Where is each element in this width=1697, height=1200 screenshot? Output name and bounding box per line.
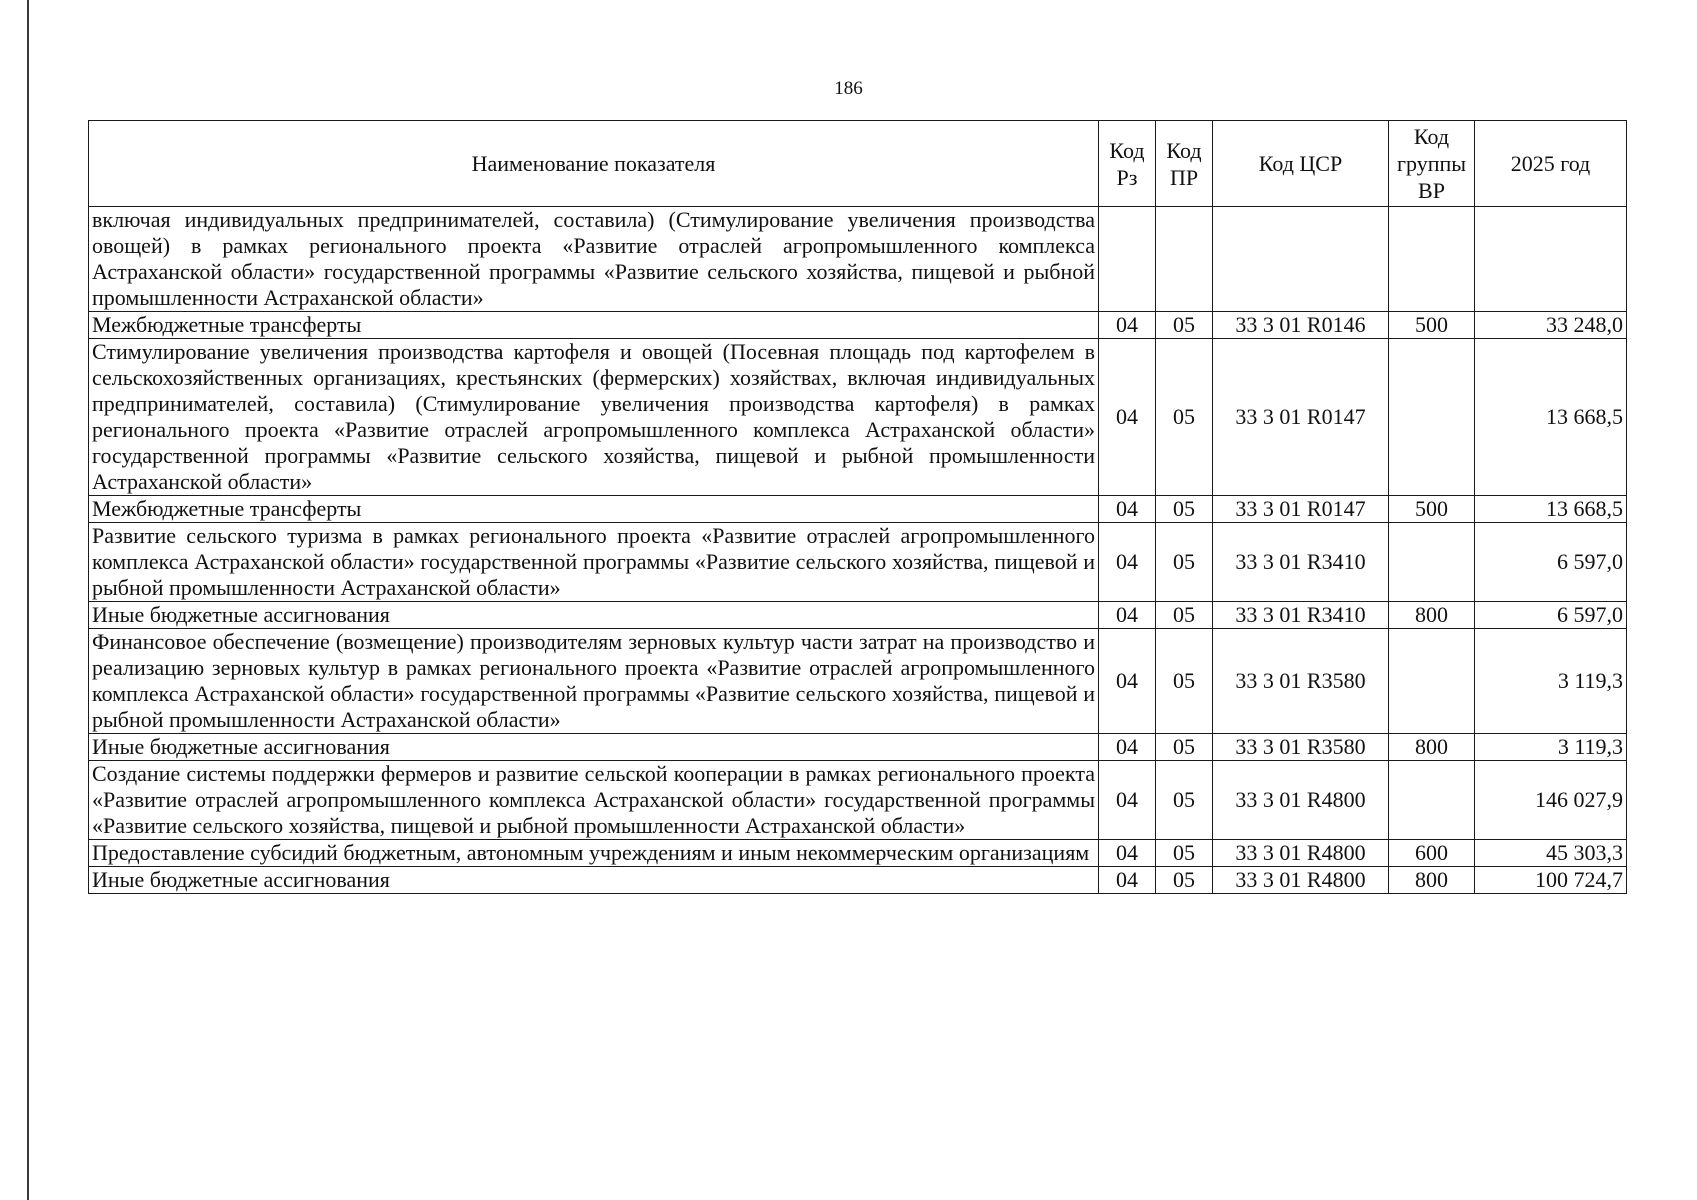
row-amount [1475,207,1627,312]
row-code-vr: 800 [1389,867,1475,894]
header-year-2025: 2025 год [1475,121,1627,207]
row-amount: 13 668,5 [1475,339,1627,496]
row-code-vr: 600 [1389,840,1475,867]
row-code-csr: 33 3 01 R3410 [1213,602,1389,629]
row-code-rz: 04 [1099,629,1156,734]
row-code-pr: 05 [1156,867,1213,894]
table-row [89,602,1627,629]
row-amount: 33 248,0 [1475,312,1627,339]
row-code-rz: 04 [1099,339,1156,496]
row-code-vr: 800 [1389,734,1475,761]
row-code-vr: 500 [1389,312,1475,339]
row-code-pr [1156,207,1213,312]
row-code-pr: 05 [1156,840,1213,867]
row-code-rz: 04 [1099,602,1156,629]
row-name: Развитие сельского туризма в рамках регионального проекта «Развитие отраслей агропромышленного комплекса Астраханской области» государственной программы «Развитие сельского хозяйства, пищевой и рыбной промышленности Астраханской области» [89,523,1099,602]
row-code-rz: 04 [1099,761,1156,840]
row-code-csr: 33 3 01 R0147 [1213,339,1389,496]
row-code-pr: 05 [1156,629,1213,734]
row-code-vr: 800 [1389,602,1475,629]
row-amount: 3 119,3 [1475,734,1627,761]
row-code-pr: 05 [1156,496,1213,523]
table-row [89,312,1627,339]
row-code-pr: 05 [1156,761,1213,840]
row-name: Межбюджетные трансферты [89,496,1099,523]
row-name: Иные бюджетные ассигнования [89,734,1099,761]
row-code-csr: 33 3 01 R3580 [1213,629,1389,734]
row-code-csr: 33 3 01 R4800 [1213,840,1389,867]
row-code-rz [1099,207,1156,312]
row-amount: 3 119,3 [1475,629,1627,734]
row-name: Иные бюджетные ассигнования [89,602,1099,629]
budget-table [88,120,1627,894]
header-code-csr: Код ЦСР [1213,121,1389,207]
table-row [89,867,1627,894]
row-code-vr [1389,339,1475,496]
row-code-pr: 05 [1156,523,1213,602]
row-code-rz: 04 [1099,840,1156,867]
table-row [89,840,1627,867]
row-name: включая индивидуальных предпринимателей, составила) (Стимулирование увеличения производства овощей) в рамках регионального проекта «Развитие отраслей агропромышленного комплекса Астраханской области» государственной программы «Развитие сельского хозяйства, пищевой и рыбной промышленности Астраханской области» [89,207,1099,312]
row-code-pr: 05 [1156,312,1213,339]
row-name: Финансовое обеспечение (возмещение) производителям зерновых культур части затрат на производство и реализацию зерновых культур в рамках регионального проекта «Развитие отраслей агропромышленного комплекса Астраханской области» государственной программы «Развитие сельского хозяйства, пищевой и рыбной промышленности Астраханской области» [89,629,1099,734]
row-amount: 6 597,0 [1475,523,1627,602]
row-code-rz: 04 [1099,734,1156,761]
row-name: Создание системы поддержки фермеров и развитие сельской кооперации в рамках регионального проекта «Развитие отраслей агропромышленного комплекса Астраханской области» государственной программы «Развитие сельского хозяйства, пищевой и рыбной промышленности Астраханской области» [89,761,1099,840]
row-amount: 45 303,3 [1475,840,1627,867]
row-amount: 100 724,7 [1475,867,1627,894]
page-number: 186 [834,78,863,99]
row-code-vr [1389,629,1475,734]
row-code-pr: 05 [1156,734,1213,761]
row-code-rz: 04 [1099,312,1156,339]
row-name: Иные бюджетные ассигнования [89,867,1099,894]
row-code-rz: 04 [1099,523,1156,602]
row-code-csr: 33 3 01 R0146 [1213,312,1389,339]
row-code-csr: 33 3 01 R4800 [1213,867,1389,894]
row-code-pr: 05 [1156,339,1213,496]
row-code-pr: 05 [1156,602,1213,629]
row-name: Стимулирование увеличения производства картофеля и овощей (Посевная площадь под картофелем в сельскохозяйственных организациях, крестьянских (фермерских) хозяйствах, включая индивидуальных предпринимателей, составила) (Стимулирование увеличения производства картофеля) в рамках регионального проекта «Развитие отраслей агропромышленного комплекса Астраханской области» государственной программы «Развитие сельского хозяйства, пищевой и рыбной промышленности Астраханской области» [89,339,1099,496]
row-code-csr: 33 3 01 R0147 [1213,496,1389,523]
table-row [89,629,1627,734]
table-row [89,734,1627,761]
row-code-vr [1389,523,1475,602]
row-amount: 6 597,0 [1475,602,1627,629]
row-code-vr [1389,207,1475,312]
row-code-csr: 33 3 01 R3410 [1213,523,1389,602]
row-name: Предоставление субсидий бюджетным, автономным учреждениям и иным некоммерческим организациям [89,840,1099,867]
header-indicator-name: Наименование показателя [89,121,1099,207]
scan-margin-line [27,0,29,1200]
row-code-rz: 04 [1099,496,1156,523]
row-code-csr: 33 3 01 R3580 [1213,734,1389,761]
table-header-row [89,121,1627,207]
row-code-csr: 33 3 01 R4800 [1213,761,1389,840]
row-name: Межбюджетные трансферты [89,312,1099,339]
table-row [89,761,1627,840]
row-code-vr [1389,761,1475,840]
row-code-vr: 500 [1389,496,1475,523]
row-amount: 13 668,5 [1475,496,1627,523]
table-row [89,339,1627,496]
table-row [89,523,1627,602]
header-code-vr: Код группы ВР [1389,121,1475,207]
row-code-rz: 04 [1099,867,1156,894]
header-code-rz: Код Рз [1099,121,1156,207]
row-amount: 146 027,9 [1475,761,1627,840]
header-code-pr: Код ПР [1156,121,1213,207]
table-row [89,496,1627,523]
row-code-csr [1213,207,1389,312]
table-row [89,207,1627,312]
